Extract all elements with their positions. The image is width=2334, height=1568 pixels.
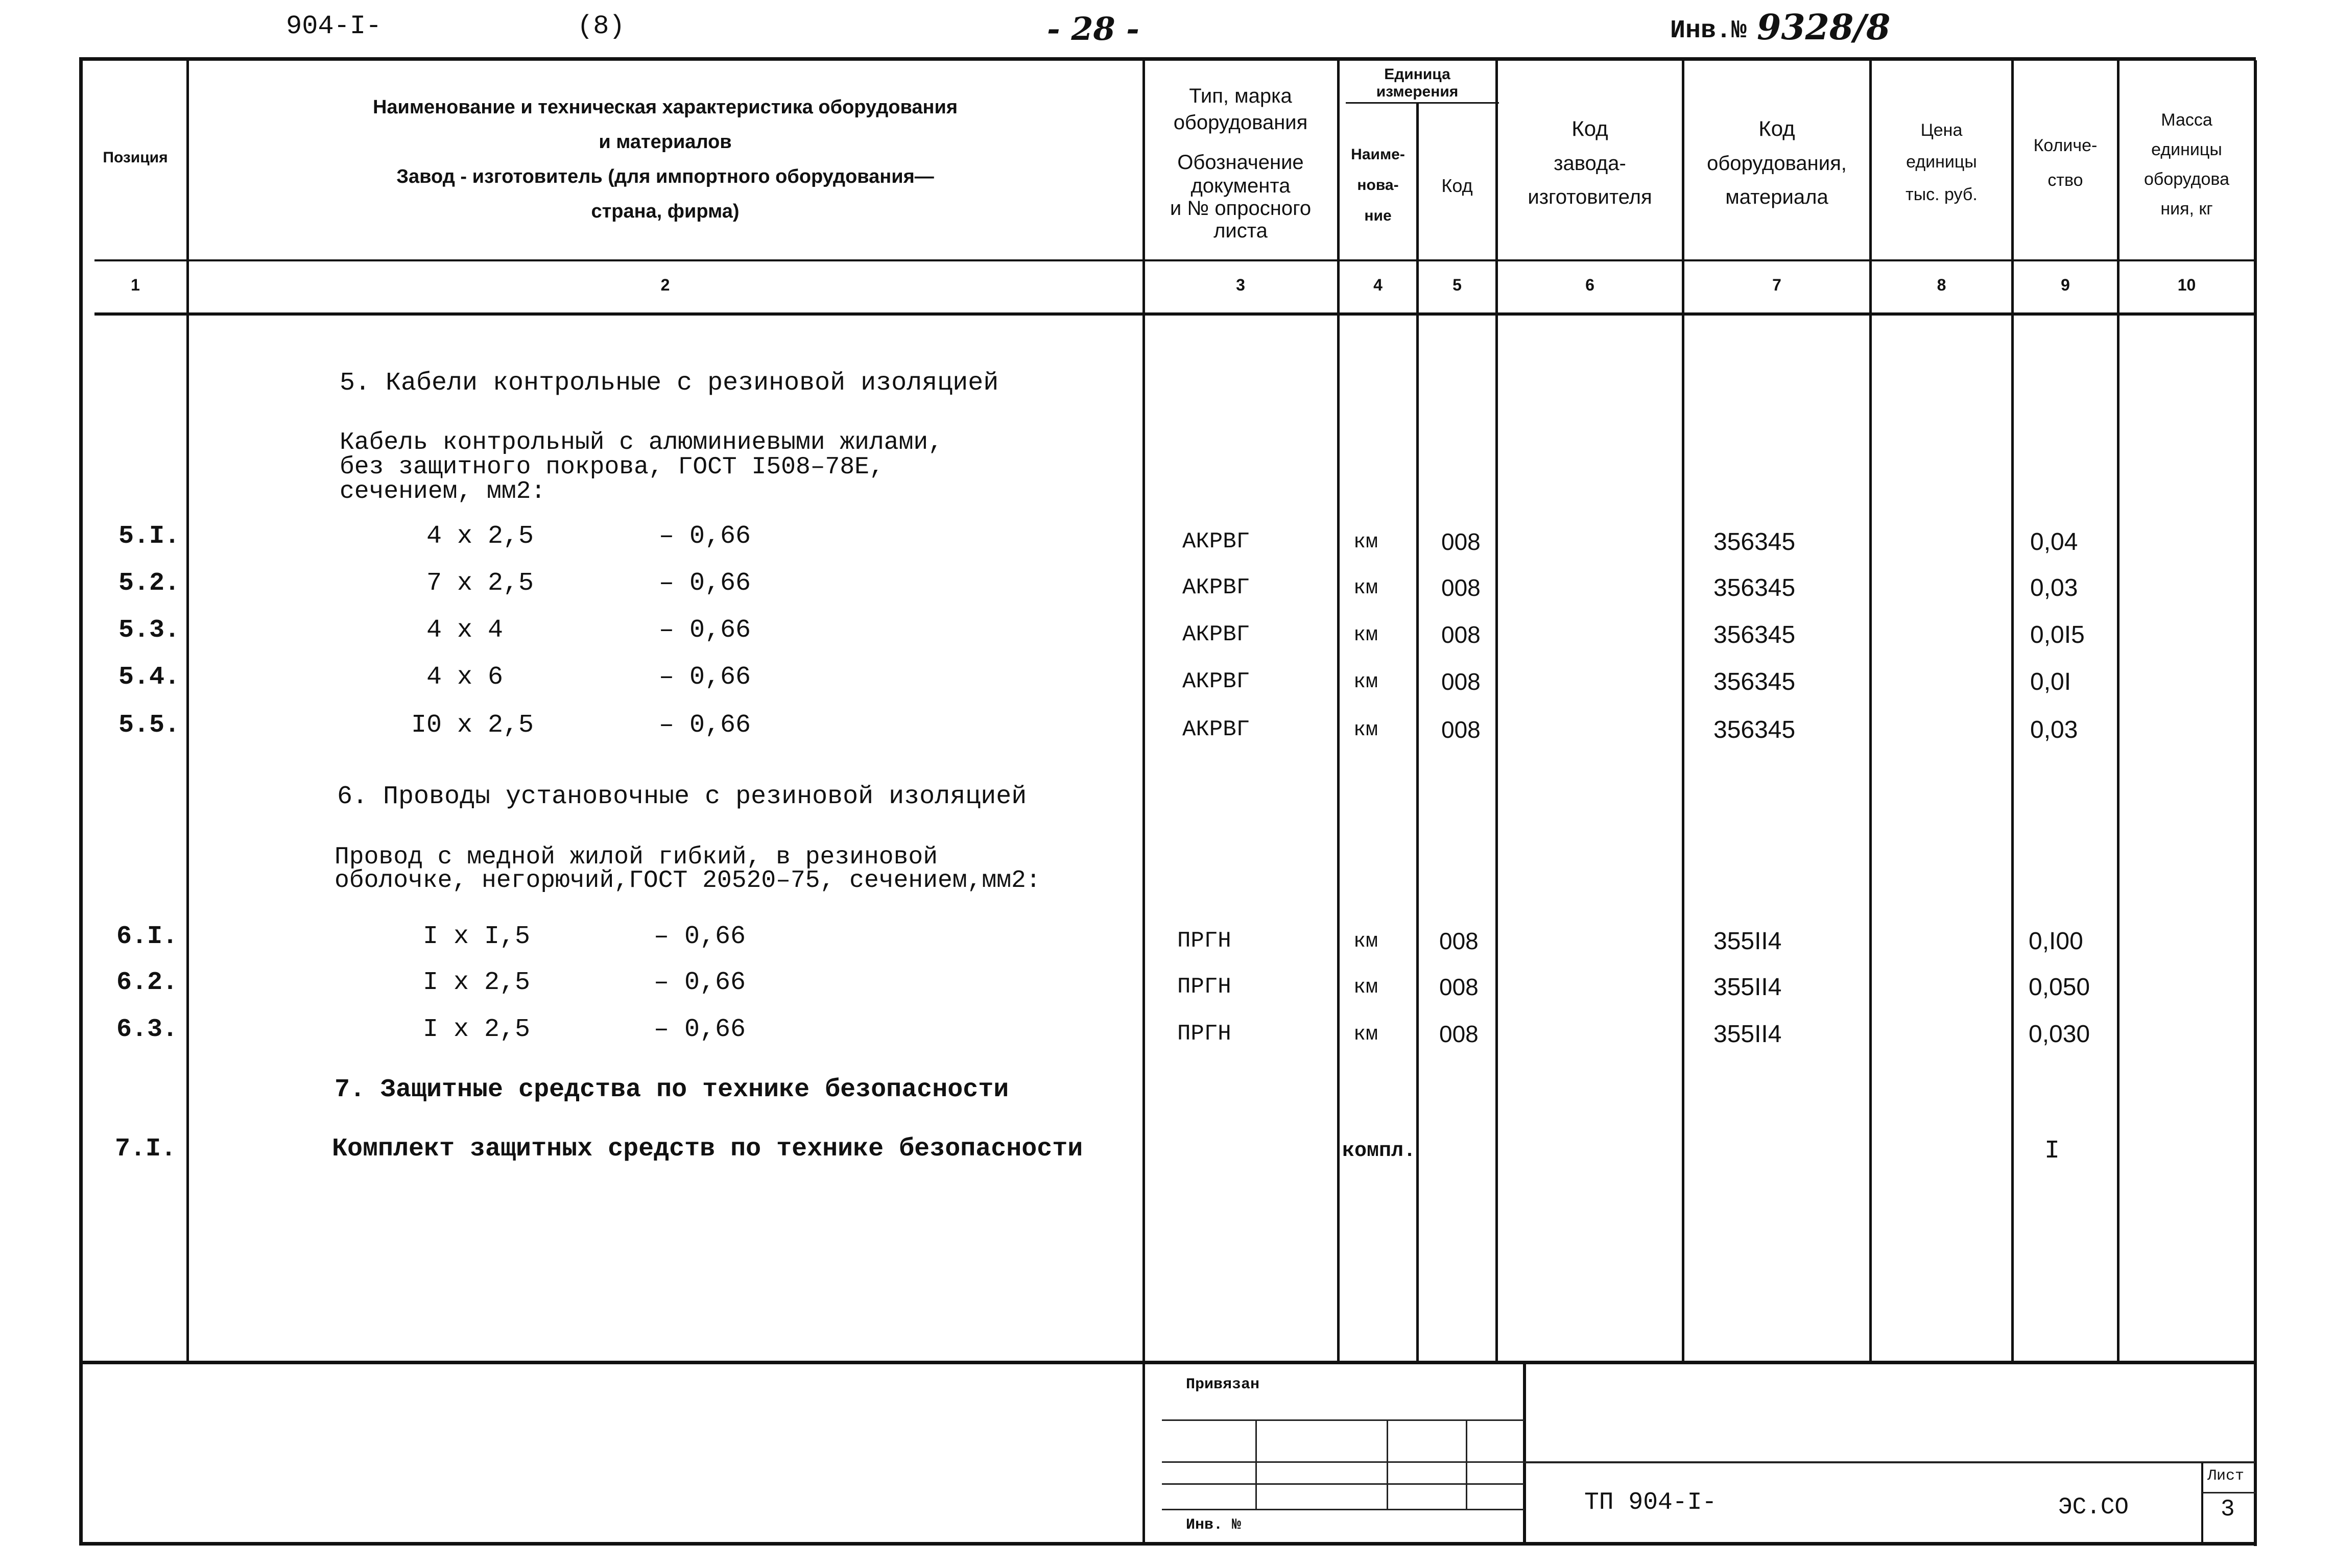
row-quantity: 0,I00 (2029, 928, 2083, 955)
row-unit: км (1353, 624, 1378, 647)
col10-header-3: оборудова (2144, 170, 2230, 189)
col4-header-1: Наиме- (1351, 146, 1405, 163)
col8-header-3: тыс. руб. (1906, 185, 1978, 204)
col2-header-line1: Наименование и техническая характеристика оборудования (372, 97, 958, 118)
row-unit-code: 008 (1439, 974, 1479, 1000)
row-unit: км (1353, 1023, 1378, 1046)
row-size: I0 x 2,5 (411, 711, 534, 740)
unit-group-line (1346, 102, 1499, 104)
row-type: АКРВГ (1182, 669, 1250, 694)
col8-header-1: Цена (1920, 120, 1963, 140)
row7-position: 7.I. (115, 1135, 177, 1164)
frame-right-line (2254, 60, 2257, 1546)
col1-header: Позиция (103, 149, 168, 166)
stamp-inv-label: Инв. № (1186, 1516, 1242, 1534)
row-type: АКРВГ (1182, 575, 1250, 600)
section5-desc-3: сечением, мм2: (340, 478, 546, 505)
row-size: I x 2,5 (423, 1015, 531, 1044)
sheet-number: 3 (2221, 1496, 2235, 1523)
col-sep-9 (2117, 60, 2119, 1362)
row-voltage: – 0,66 (654, 968, 746, 997)
col3-header-top1: Тип, марка (1189, 85, 1292, 107)
row-quantity: 0,0I5 (2030, 621, 2085, 648)
col5-header: Код (1441, 175, 1473, 196)
row-voltage: – 0,66 (659, 663, 751, 692)
sheet-label: Лист (2207, 1467, 2245, 1485)
row-quantity: 0,0I (2030, 668, 2071, 695)
col3-header-bot1: Обозначение (1177, 151, 1304, 174)
section5-desc-1: Кабель контрольный с алюминиевыми жилами, (340, 429, 943, 456)
stamp-title-line (1525, 1461, 2255, 1463)
unit-group-header-2: измерения (1376, 83, 1459, 100)
col10-header-2: единицы (2151, 140, 2222, 159)
row-type: ПРГН (1177, 974, 1231, 1000)
col-number-1: 1 (131, 276, 140, 294)
section6-desc-1: Провод с медной жилой гибкий, в резиновой (335, 843, 938, 871)
row-voltage: – 0,66 (654, 922, 746, 951)
row-unit: км (1353, 577, 1378, 600)
col7-header-1: Код (1758, 116, 1795, 140)
header-line (94, 259, 2255, 261)
row-size: I x I,5 (423, 922, 531, 951)
row-voltage: – 0,66 (659, 616, 751, 645)
col9-header-1: Количе- (2033, 136, 2098, 155)
row-voltage: – 0,66 (659, 522, 751, 551)
row-unit-code: 008 (1441, 574, 1481, 601)
row-material-code: 356345 (1713, 668, 1796, 695)
col-number-4: 4 (1373, 276, 1383, 294)
frame-top-line (79, 57, 2256, 61)
col-sep-6 (1682, 60, 1684, 1362)
doc-code: ТП 904-I- (1584, 1489, 1717, 1516)
row-material-code: 356345 (1713, 621, 1796, 648)
row-material-code: 355II4 (1713, 974, 1782, 1001)
stamp-divider (1523, 1362, 1526, 1545)
row-material-code: 356345 (1713, 574, 1796, 601)
stamp-sheet-line (2202, 1492, 2256, 1493)
col-number-7: 7 (1772, 276, 1781, 294)
row-voltage: – 0,66 (659, 711, 751, 740)
col-sep-1 (186, 60, 189, 1362)
stamp-grid-vline-1 (1255, 1419, 1257, 1510)
section5-title: 5. Кабели контрольные с резиновой изоляцией (340, 369, 999, 398)
row-unit-code: 008 (1441, 716, 1481, 743)
row-voltage: – 0,66 (654, 1015, 746, 1044)
row-unit: км (1353, 719, 1378, 742)
col-sep-7 (1869, 60, 1872, 1362)
row-position: 5.4. (118, 663, 180, 692)
row-position: 6.2. (116, 968, 178, 997)
row-type: ПРГН (1177, 1021, 1231, 1047)
row-unit: км (1353, 976, 1378, 999)
row-type: АКРВГ (1182, 717, 1250, 742)
row-position: 5.I. (118, 522, 180, 551)
row-size: 4 x 4 (426, 616, 504, 645)
col9-header-2: ство (2047, 171, 2083, 190)
col2-header-line2: и материалов (599, 131, 732, 153)
page-number: - 28 - (1047, 10, 1139, 47)
col3-header-top2: оборудования (1173, 111, 1308, 134)
row-voltage: – 0,66 (659, 569, 751, 598)
col4-header-2: нова- (1357, 177, 1399, 194)
frame-left-line (79, 57, 83, 1546)
row-quantity: 0,03 (2030, 716, 2078, 743)
section6-desc-2: оболочке, негорючий,ГОСТ 20520–75, сечением,мм2: (335, 867, 1041, 895)
row-unit-code: 008 (1439, 1021, 1479, 1047)
col2-header-line3: Завод - изготовитель (для импортного оборудования— (396, 166, 934, 187)
sheet-mark: (8) (577, 11, 625, 41)
col-sep-5 (1495, 60, 1498, 1362)
row-size: 7 x 2,5 (426, 569, 534, 598)
stamp-grid-line-4 (1162, 1509, 1525, 1510)
row-unit-code: 008 (1441, 668, 1481, 695)
attached-label: Привязан (1186, 1376, 1260, 1393)
col3-header-bot3: и № опросного (1170, 197, 1312, 220)
row-unit-code: 008 (1441, 621, 1481, 648)
row-size: 4 x 6 (426, 663, 504, 692)
col7-header-2: оборудования, (1707, 152, 1847, 175)
col4-header-3: ние (1364, 207, 1392, 224)
row-size: I x 2,5 (423, 968, 531, 997)
row-position: 6.I. (116, 922, 178, 951)
doc-suffix: ЭС.СО (2058, 1494, 2129, 1521)
stamp-grid-vline-3 (1466, 1419, 1467, 1510)
row7-quantity: I (2044, 1137, 2060, 1166)
col2-header-line4: страна, фирма) (591, 201, 740, 222)
row-type: ПРГН (1177, 928, 1231, 954)
col-sep-8 (2011, 60, 2014, 1362)
stamp-grid-line-2 (1162, 1461, 1525, 1463)
row-material-code: 356345 (1713, 716, 1796, 743)
col-number-6: 6 (1585, 276, 1594, 294)
inv-label: Инв.№ (1670, 16, 1747, 45)
row-position: 6.3. (116, 1015, 178, 1044)
col3-header-bot4: листа (1213, 220, 1268, 242)
col10-header-1: Масса (2161, 110, 2212, 130)
row-unit: км (1353, 930, 1378, 953)
row-quantity: 0,03 (2030, 574, 2078, 601)
row7-unit: компл. (1342, 1140, 1416, 1163)
col3-header-bot2: документа (1190, 175, 1291, 197)
col-sep-3 (1337, 60, 1340, 1362)
col-number-5: 5 (1452, 276, 1462, 294)
col-number-3: 3 (1236, 276, 1245, 294)
col6-header-3: изготовителя (1528, 186, 1652, 208)
col10-header-4: ния, кг (2160, 199, 2213, 219)
row-quantity: 0,04 (2030, 528, 2078, 556)
row7-name: Комплект защитных средств по технике безопасности (332, 1135, 1083, 1164)
col8-header-2: единицы (1906, 152, 1977, 172)
row-unit-code: 008 (1441, 528, 1481, 555)
colnum-line (94, 312, 2255, 316)
section5-desc-2: без защитного покрова, ГОСТ I508–78Е, (340, 453, 884, 481)
col6-header-2: завода- (1554, 152, 1626, 175)
row-type: АКРВГ (1182, 622, 1250, 647)
col-number-9: 9 (2061, 276, 2070, 294)
col7-header-3: материала (1725, 186, 1828, 208)
row-material-code: 355II4 (1713, 928, 1782, 955)
row-unit-code: 008 (1439, 928, 1479, 954)
row-unit: км (1353, 671, 1378, 694)
inv-number: 9328/8 (1757, 7, 1891, 48)
col-number-10: 10 (2177, 276, 2196, 294)
stamp-top-line (79, 1361, 2257, 1364)
unit-group-header-1: Единица (1384, 66, 1450, 83)
row-unit: км (1353, 531, 1378, 554)
row-quantity: 0,030 (2029, 1021, 2090, 1048)
row-material-code: 356345 (1713, 528, 1796, 556)
stamp-grid-line-3 (1162, 1483, 1525, 1485)
col-number-2: 2 (660, 276, 670, 294)
stamp-grid-line-1 (1162, 1419, 1525, 1421)
stamp-sheet-divider (2201, 1463, 2203, 1545)
stamp-grid-vline-2 (1387, 1419, 1388, 1510)
col6-header-1: Код (1571, 116, 1608, 140)
row-position: 5.3. (118, 616, 180, 645)
section7-title: 7. Защитные средства по технике безопасности (335, 1075, 1009, 1104)
section6-title: 6. Проводы установочные с резиновой изоляцией (337, 782, 1027, 811)
frame-bottom-line (79, 1542, 2257, 1546)
row-size: 4 x 2,5 (426, 522, 534, 551)
row-position: 5.2. (118, 569, 180, 598)
row-position: 5.5. (118, 711, 180, 740)
row-type: АКРВГ (1182, 529, 1250, 554)
row-material-code: 355II4 (1713, 1021, 1782, 1048)
series-number: 904-I- (286, 11, 382, 41)
row-quantity: 0,050 (2029, 974, 2090, 1001)
col-number-8: 8 (1937, 276, 1946, 294)
